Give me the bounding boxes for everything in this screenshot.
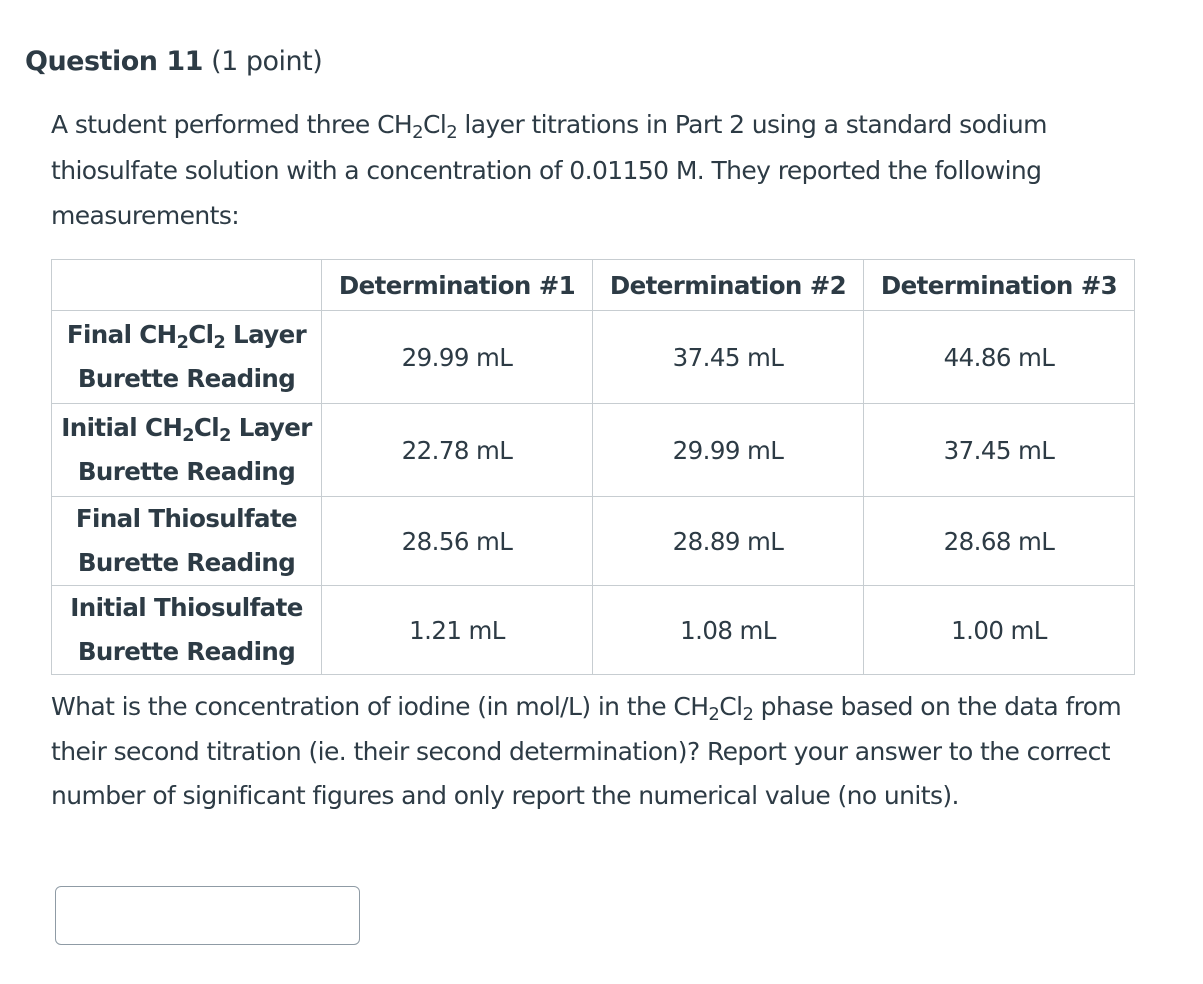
row-label-text: Final [66, 320, 140, 349]
column-header: Determination #3 [864, 260, 1135, 311]
chem-formula-ch2cl2 [673, 692, 754, 726]
row-label-text: Layer [230, 413, 312, 442]
row-label-text: Initial Thiosulfate [70, 593, 303, 622]
table-row [52, 404, 1135, 497]
table-header-row [52, 260, 1135, 311]
formula-ch: CH [673, 692, 709, 721]
chem-formula-ch2cl2 [144, 413, 231, 446]
row-label-text: Burette Reading [77, 637, 296, 666]
formula-cl: Cl [719, 692, 743, 721]
table-row [52, 586, 1135, 675]
table-cell: 1.08 mL [593, 586, 864, 675]
formula-sub: 2 [742, 704, 754, 726]
formula-ch: CH [377, 110, 413, 139]
chem-formula-ch2cl2 [377, 110, 458, 144]
row-label-text: Burette Reading [77, 364, 296, 393]
table-cell: 29.99 mL [322, 311, 593, 404]
table-cell: 44.86 mL [864, 311, 1135, 404]
question-title: Question 11 [25, 46, 203, 77]
formula-sub: 2 [182, 425, 194, 446]
table-cell: 22.78 mL [322, 404, 593, 497]
formula-sub: 2 [708, 704, 720, 726]
table-cell: 28.89 mL [593, 497, 864, 586]
question-points: (1 point) [211, 46, 323, 77]
row-label-text: Initial [61, 413, 145, 442]
prompt-text-end: layer titrations in Part 2 using a standard sodium thiosulfate solution with a concentration of 0.01150 M. They reported the following measurements: [51, 110, 1047, 230]
formula-ch: CH [139, 320, 177, 349]
row-label [52, 404, 322, 497]
prompt-text-start: A student performed three [51, 110, 378, 139]
row-label [52, 497, 322, 586]
table-cell: 1.21 mL [322, 586, 593, 675]
row-label [52, 586, 322, 675]
column-header: Determination #1 [322, 260, 593, 311]
formula-sub: 2 [213, 332, 226, 353]
question-text-start: What is the concentration of iodine (in mol/L) in the [51, 692, 674, 721]
formula-sub: 2 [446, 122, 458, 144]
chem-formula-ch2cl2 [139, 320, 226, 353]
table-cell: 37.45 mL [864, 404, 1135, 497]
prompt-paragraph [51, 102, 1161, 239]
formula-sub: 2 [176, 332, 189, 353]
formula-cl: Cl [423, 110, 447, 139]
answer-input[interactable] [55, 886, 360, 945]
formula-cl: Cl [193, 413, 220, 442]
table-row [52, 497, 1135, 586]
formula-sub: 2 [219, 425, 231, 446]
column-header: Determination #2 [593, 260, 864, 311]
table-row [52, 311, 1135, 404]
measurements-table [51, 259, 1135, 675]
table-cell: 1.00 mL [864, 586, 1135, 675]
row-label-text: Final Thiosulfate [75, 504, 298, 533]
row-label-text: Layer [225, 320, 307, 349]
table-corner-cell [52, 260, 322, 311]
question-prompt [51, 102, 1161, 239]
row-label-text: Burette Reading [77, 548, 296, 577]
question-header [25, 44, 322, 80]
formula-cl: Cl [188, 320, 214, 349]
row-label-text: Burette Reading [77, 457, 296, 486]
formula-ch: CH [144, 413, 183, 442]
question-text-end: phase based on the data from their second titration (ie. their second determination)? Report your answer to the correct number of significant figures and only report the numerical value (no units). [51, 692, 1122, 810]
table-cell: 28.68 mL [864, 497, 1135, 586]
question-text [51, 685, 1161, 819]
table-cell: 28.56 mL [322, 497, 593, 586]
table-cell: 29.99 mL [593, 404, 864, 497]
table-cell: 37.45 mL [593, 311, 864, 404]
formula-sub: 2 [412, 122, 423, 144]
row-label [52, 311, 322, 404]
